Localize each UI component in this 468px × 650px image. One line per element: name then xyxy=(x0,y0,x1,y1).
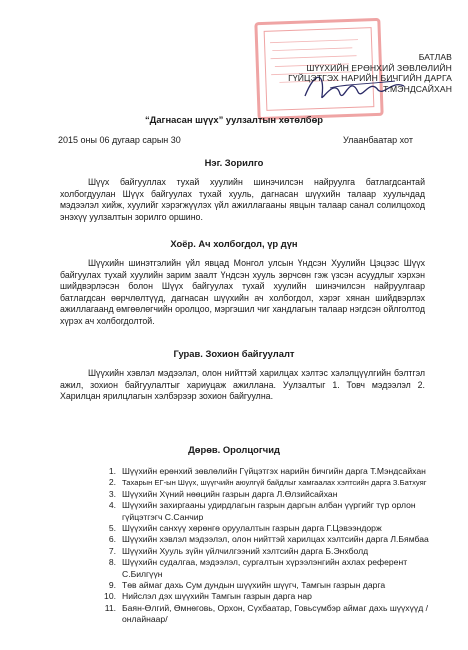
section-heading-significance: Хоёр. Ач холбогдол, үр дүн xyxy=(170,238,298,249)
list-item xyxy=(100,546,430,557)
list-text: Тахарын ЕГ-ын Шүүх, шүүгчийн аюулгүй байдлыг хамгаалах хэлтсийн дарга З.Батхуяг xyxy=(122,478,427,488)
section-text: Шүүхийн шинэтгэлийн үйл явцад Монгол улсын Үндсэн Хуулийн Цэцээс Шүүх байгуулах тухай хуулийн зарим заалт Үндсэн хууль зөрчсөн гэж үзсэн асуудлыг хэрхэн шийдвэрлэсэн болон Шүүх байгуулах тухай хуулийн шинэчилсэн найруулгаар батлагдсан өөрчлөлтүүд, дагнасан шүүхийн ач холбогдол, хэрэг хянан шийдвэрлэх ажиллагаанд өмгөөлөгчийн оролцоо, мэргэшил чиг хандлагын талаар нэгдсэн ойлголтод хүрэх ач холбогдолтой. xyxy=(60,258,425,326)
section-heading-participants: Дөрөв. Оролцогчид xyxy=(188,444,280,455)
list-item xyxy=(100,557,430,580)
list-number: 1. xyxy=(108,466,116,476)
list-text: Нийслэл дэх шүүхийн Тамгын газрын дарга нар xyxy=(122,591,312,602)
section-text-goal xyxy=(60,177,425,223)
list-number: 6. xyxy=(108,534,116,545)
list-item xyxy=(100,591,430,602)
list-number: 4. xyxy=(108,500,116,511)
list-number: 8. xyxy=(108,557,116,568)
list-number: 10. xyxy=(104,591,116,602)
list-text: Шүүхийн Хүний нөөцийн газрын дарга Л.Өлзийсайхан xyxy=(122,488,338,499)
list-item xyxy=(100,580,430,591)
section-text-continued: 1. Товч мэдээлэл 2. Харилцан ярилцлагын хэлбэрээр зохион байгуулна. xyxy=(60,379,425,402)
section-text: Шүүхийн хэвлэл мэдээлэл, олон нийттэй харилцах хэлтэс хэлэлцүүлгийн бэлтгэл ажил, зохион байгуулалтыг хариуцаж ажиллана. Уулзалтыг xyxy=(60,368,425,390)
approval-line: ГҮЙЦЭТГЭХ НАРИЙН БИЧГИЙН ДАРГА xyxy=(288,73,452,83)
list-text: Шүүхийн хэвлэл мэдээлэл, олон нийттэй харилцах хэлтсийн дарга Л.Бямбаа xyxy=(122,534,429,545)
approval-line: БАТЛАВ xyxy=(418,52,452,62)
list-number: 9. xyxy=(108,580,116,591)
list-number: 2. xyxy=(108,477,116,488)
list-text: Шүүхийн судалгаа, мэдээлэл, сургалтын хүрээлэнгийн ахлах референт С.Билгүүн xyxy=(122,557,408,579)
participants-list xyxy=(100,466,430,626)
section-heading-goal: Нэг. Зорилго xyxy=(204,157,264,168)
list-number: 7. xyxy=(108,545,116,556)
list-item xyxy=(100,477,430,488)
list-item xyxy=(100,466,430,477)
list-item xyxy=(100,489,430,500)
approval-block xyxy=(262,52,452,94)
list-item xyxy=(100,534,430,545)
section-text-significance xyxy=(60,258,425,328)
approval-line: Т.МЭНДСАЙХАН xyxy=(383,83,452,94)
list-text: Шүүхийн ерөнхий зөвлөлийн Гүйцэтгэх нарийн бичгийн дарга Т.Мэндсайхан xyxy=(122,466,426,476)
list-item xyxy=(100,523,430,534)
section-text-organization xyxy=(60,368,425,403)
list-number: 5. xyxy=(108,523,116,534)
document-date: 2015 оны 06 дугаар сарын 30 xyxy=(58,135,181,145)
list-text: Шүүхийн Хууль зүйн үйлчилгээний хэлтсийн дарга Б.Энхболд xyxy=(122,545,369,556)
document-title: “Дагнасан шүүх” уулзалтын хөтөлбөр xyxy=(144,114,324,125)
document-place: Улаанбаатар хот xyxy=(343,135,413,145)
list-text: Шүүхийн захиргааны удирдлагын газрын даргын албан үүргийг түр орлон гүйцэтгэгч С.Санчир xyxy=(122,500,416,522)
section-text: Шүүх байгууллах тухай хуулийн шинэчилсэн найруулга батлагдсантай холбогдуулан Шүүх байгуулах тухай хууль, дагнасан шүүхийн талаар хуульчдад мэдээлэл хийж, хуулийг хэрэгжүүлэх үйл ажиллагааны явцын талаар санал солилцоход энэхүү уулзалтын зорилго оршино. xyxy=(60,177,425,222)
approval-line: ШҮҮХИЙН ЕРӨНХИЙ ЗӨВЛӨЛИЙН xyxy=(306,62,452,73)
list-text: Шүүхийн санхүү хөрөнгө оруулалтын газрын дарга Г.Цэвээндорж xyxy=(122,523,382,534)
list-text: Төв аймаг дахь Сум дундын шүүхийн шүүгч, Тамгын газрын дарга xyxy=(122,580,386,591)
list-item xyxy=(100,603,430,626)
list-text: Баян-Өлгий, Өмнөговь, Орхон, Сүхбаатар, Говьсүмбэр аймаг дахь шүүхүүд /онлайнаар/ xyxy=(122,602,428,625)
list-number: 3. xyxy=(108,488,116,499)
list-number: 11. xyxy=(104,602,116,613)
list-item xyxy=(100,500,430,523)
section-heading-organization: Гурав. Зохион байгуулалт xyxy=(173,348,295,359)
